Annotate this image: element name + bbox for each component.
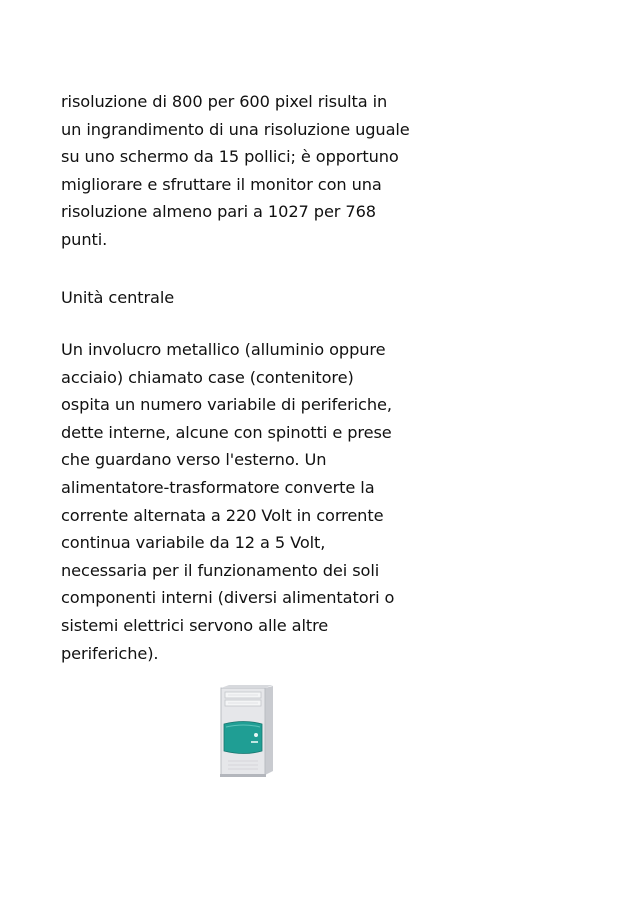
- section-heading: [61, 284, 481, 312]
- paragraph-line: risoluzione di 800 per 600 pixel risulta in: [61, 92, 388, 111]
- paragraph-line: risoluzione almeno pari a 1027 per 768: [61, 202, 376, 222]
- paragraph-line: punti.: [61, 229, 108, 249]
- paragraph-line: su uno schermo da 15 pollici; è opportuno: [61, 147, 399, 167]
- paragraph-line: Un involucro metallico (alluminio oppure: [61, 340, 386, 359]
- intro-paragraph: [61, 88, 481, 254]
- paragraph-line: sistemi elettrici servono alle altre: [61, 615, 329, 635]
- paragraph-line: corrente alternata a 220 Volt in corrente: [61, 505, 384, 525]
- computer-case-image: [218, 683, 278, 779]
- paragraph-line: periferiche).: [61, 643, 159, 663]
- paragraph-line: alimentatore-trasformatore converte la: [61, 477, 375, 497]
- paragraph-line: continua variabile da 12 a 5 Volt,: [61, 533, 326, 553]
- paragraph-line: migliorare e sfruttare il monitor con una: [61, 174, 382, 194]
- computer-case-icon: [218, 683, 278, 779]
- paragraph-line: che guardano verso l'esterno. Un: [61, 450, 327, 470]
- paragraph-line: ospita un numero variabile di periferiche,: [61, 395, 392, 415]
- paragraph-line: componenti interni (diversi alimentatori o: [61, 588, 395, 608]
- section-heading-text: Unità centrale: [61, 288, 175, 307]
- paragraph-line: necessaria per il funzionamento dei soli: [61, 560, 380, 580]
- paragraph-line: acciaio) chiamato case (contenitore): [61, 367, 354, 387]
- case-paragraph: [61, 336, 481, 667]
- paragraph-line: dette interne, alcune con spinotti e prese: [61, 422, 392, 442]
- paragraph-line: un ingrandimento di una risoluzione uguale: [61, 119, 410, 139]
